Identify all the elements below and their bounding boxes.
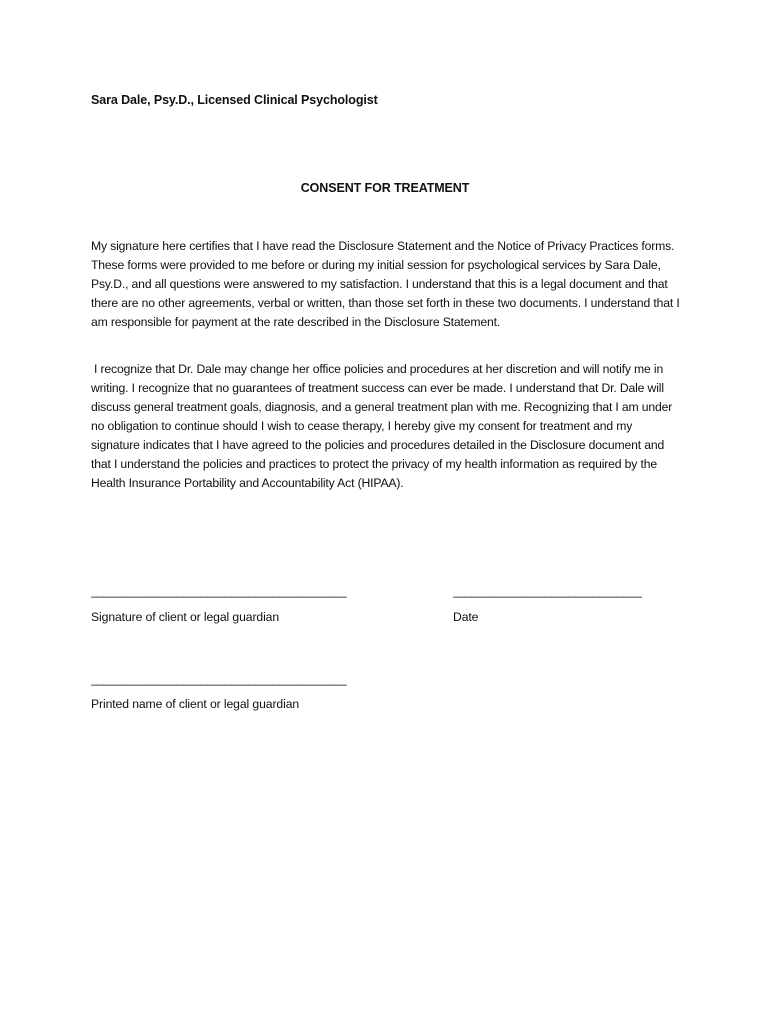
- certification-paragraph: My signature here certifies that I have read the Disclosure Statement and the Notice of Privacy Practices forms. These forms were provided to me before or during my initial session for psychological services by Sara Dale, Psy.D., and all questions were answered to my satisfaction. I understand that this is a legal document and that there are no other agreements, verbal or written, than those set forth in these two documents. I understand that I am responsible for payment at the rate described in the Disclosure Statement.: [91, 239, 680, 329]
- printed-name-label: Printed name of client or legal guardian: [91, 697, 300, 711]
- signature-label: Signature of client or legal guardian: [91, 610, 280, 624]
- printed-name-line[interactable]: __________________________________________: [91, 672, 347, 686]
- recognition-paragraph: I recognize that Dr. Dale may change her office policies and procedures at her discretion and will notify me in writing. I recognize that no guarantees of treatment success can ever be made. I understand that Dr. Dale will discuss general treatment goals, diagnosis, and a general treatment plan with me. Recognizing that I am under no obligation to continue should I wish to cease therapy, I hereby give my consent for treatment and my signature indicates that I have agreed to the policies and procedures detailed in the Disclosure document and that I understand the policies and practices to protect the privacy of my health information as required by the Health Insurance Portability and Accountability Act (HIPAA).: [91, 362, 673, 490]
- document-title: CONSENT FOR TREATMENT: [300, 181, 470, 195]
- document-header: Sara Dale, Psy.D., Licensed Clinical Psychologist: [91, 93, 378, 107]
- date-label: Date: [453, 610, 479, 624]
- date-line[interactable]: _______________________________: [453, 584, 642, 598]
- signature-line[interactable]: __________________________________________: [91, 584, 347, 598]
